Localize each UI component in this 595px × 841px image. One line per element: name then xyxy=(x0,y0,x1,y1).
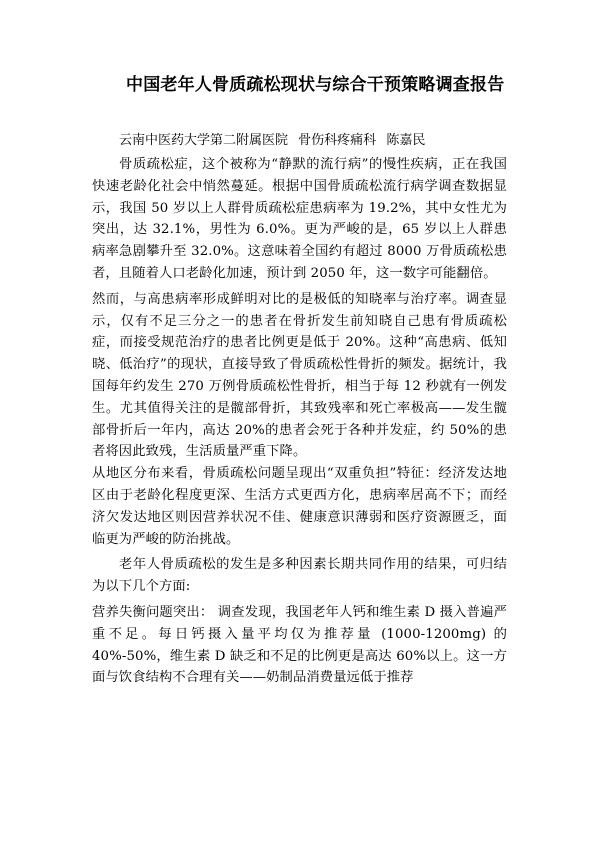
hospital-name: 云南中医药大学第二附属医院 xyxy=(119,133,289,148)
document-body xyxy=(92,154,507,689)
paragraph-regional: 从地区分布来看，骨质疏松问题呈现出“双重负担”特征：经济发达地区由于老龄化程度更深、生活方式更西方化，患病率居高不下；而经济欠发达地区则因营养状况不佳、健康意识薄弱和医疗资源匮乏，面临更为严峻的防治挑战。 xyxy=(92,466,507,547)
author-byline xyxy=(119,131,431,151)
paragraph-nutrition: 营养失衡问题突出： 调查发现，我国老年人钙和维生素 D 摄入普遍严重不足。每日钙摄入量平均仅为推荐量 (1000-1200mg) 的 40%-50%，维生素 D 缺乏和不足的比例更是高达 60%以上。这一方面与饮食结构不合理有关——奶制品消费量远低于推荐 xyxy=(92,604,507,686)
paragraph-awareness: 然而，与高患病率形成鲜明对比的是极低的知晓率与治疗率。调查显示，仅有不足三分之一的患者在骨折发生前知晓自己患有骨质疏松症，而接受规范治疗的患者比例更是低于 20%。这种“高患病、低知晓、低治疗”的现状，直接导致了骨质疏松性骨折的频发。据统计，我国每年约发生 270 万例骨质疏松性骨折，相当于每 12 秒就有一例发生。尤其值得关注的是髋部骨折，其致残率和死亡率极高——发生髋部骨折后一年内，高达 20%的患者会死于各种并发症，约 50%的患者将因此致残，生活质量严重下降。 xyxy=(92,291,507,460)
department-name: 骨伤科疼痛科 xyxy=(298,133,377,148)
paragraph-prevalence: 骨质疏松症，这个被称为“静默的流行病”的慢性疾病，正在我国快速老龄化社会中悄然蔓延。根据中国骨质疏松流行病学调查数据显示，我国 50 岁以上人群骨质疏松症患病率为 19.2%，其中女性尤为突出，达 32.1%，男性为 6.0%。更为严峻的是，65 岁以上人群患病率急剧攀升至 32.0%。这意味着全国约有超过 8000 万骨质疏松患者，且随着人口老龄化加速，预计到 2050 年，这一数字可能翻倍。 xyxy=(92,157,507,281)
author-name: 陈嘉民 xyxy=(386,133,426,148)
document-title: 中国老年人骨质疏松现状与综合干预策略调查报告 xyxy=(126,75,505,95)
paragraph-causes-intro: 老年人骨质疏松的发生是多种因素长期共同作用的结果，可归结为以下几个方面: xyxy=(92,557,507,595)
